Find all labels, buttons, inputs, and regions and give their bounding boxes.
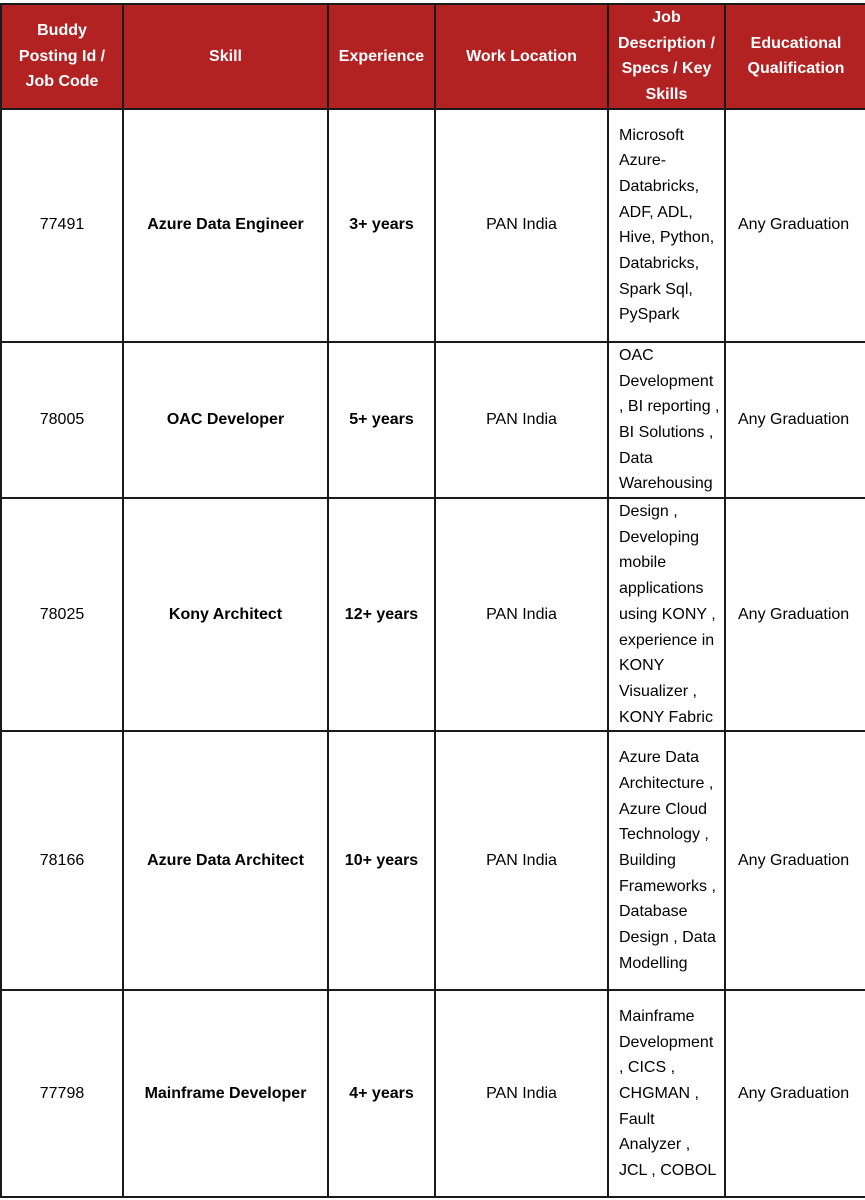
- cell-job-code: 78025: [1, 498, 123, 731]
- cell-experience: 10+ years: [328, 731, 435, 990]
- header-job-code: Buddy Posting Id / Job Code: [1, 4, 123, 109]
- cell-job-code: 77491: [1, 109, 123, 342]
- header-skill: Skill: [123, 4, 328, 109]
- cell-qualification: Any Graduation: [725, 109, 865, 342]
- cell-job-description: OAC Development , BI reporting , BI Solutions , Data Warehousing: [608, 342, 725, 498]
- table-row: [1, 731, 865, 990]
- cell-job-code: 77798: [1, 990, 123, 1197]
- table-row: [1, 109, 865, 342]
- cell-skill: Kony Architect: [123, 498, 328, 731]
- cell-qualification: Any Graduation: [725, 731, 865, 990]
- cell-qualification: Any Graduation: [725, 342, 865, 498]
- header-job-description: Job Description / Specs / Key Skills: [608, 4, 725, 109]
- header-experience: Experience: [328, 4, 435, 109]
- table-row: [1, 990, 865, 1197]
- cell-skill: Azure Data Architect: [123, 731, 328, 990]
- cell-experience: 3+ years: [328, 109, 435, 342]
- cell-job-code: 78166: [1, 731, 123, 990]
- cell-job-description: Microsoft Azure-Databricks, ADF, ADL, Hive, Python, Databricks, Spark Sql, PySpark: [608, 109, 725, 342]
- table-row: [1, 498, 865, 731]
- cell-experience: 4+ years: [328, 990, 435, 1197]
- cell-job-code: 78005: [1, 342, 123, 498]
- cell-job-description: Azure Data Architecture , Azure Cloud Technology , Building Frameworks , Database Design , Data Modelling: [608, 731, 725, 990]
- cell-work-location: PAN India: [435, 342, 608, 498]
- cell-work-location: PAN India: [435, 990, 608, 1197]
- cell-experience: 12+ years: [328, 498, 435, 731]
- cell-skill: OAC Developer: [123, 342, 328, 498]
- job-postings-table: [0, 3, 865, 1198]
- cell-job-description: Design , Developing mobile applications using KONY , experience in KONY Visualizer , KONY Fabric: [608, 498, 725, 731]
- header-qualification: Educational Qualification: [725, 4, 865, 109]
- cell-skill: Azure Data Engineer: [123, 109, 328, 342]
- cell-experience: 5+ years: [328, 342, 435, 498]
- header-work-location: Work Location: [435, 4, 608, 109]
- cell-work-location: PAN India: [435, 109, 608, 342]
- table-header-row: [1, 4, 865, 109]
- cell-skill: Mainframe Developer: [123, 990, 328, 1197]
- cell-work-location: PAN India: [435, 498, 608, 731]
- cell-qualification: Any Graduation: [725, 498, 865, 731]
- cell-work-location: PAN India: [435, 731, 608, 990]
- cell-job-description: Mainframe Development , CICS , CHGMAN , Fault Analyzer , JCL , COBOL: [608, 990, 725, 1197]
- table-row: [1, 342, 865, 498]
- cell-qualification: Any Graduation: [725, 990, 865, 1197]
